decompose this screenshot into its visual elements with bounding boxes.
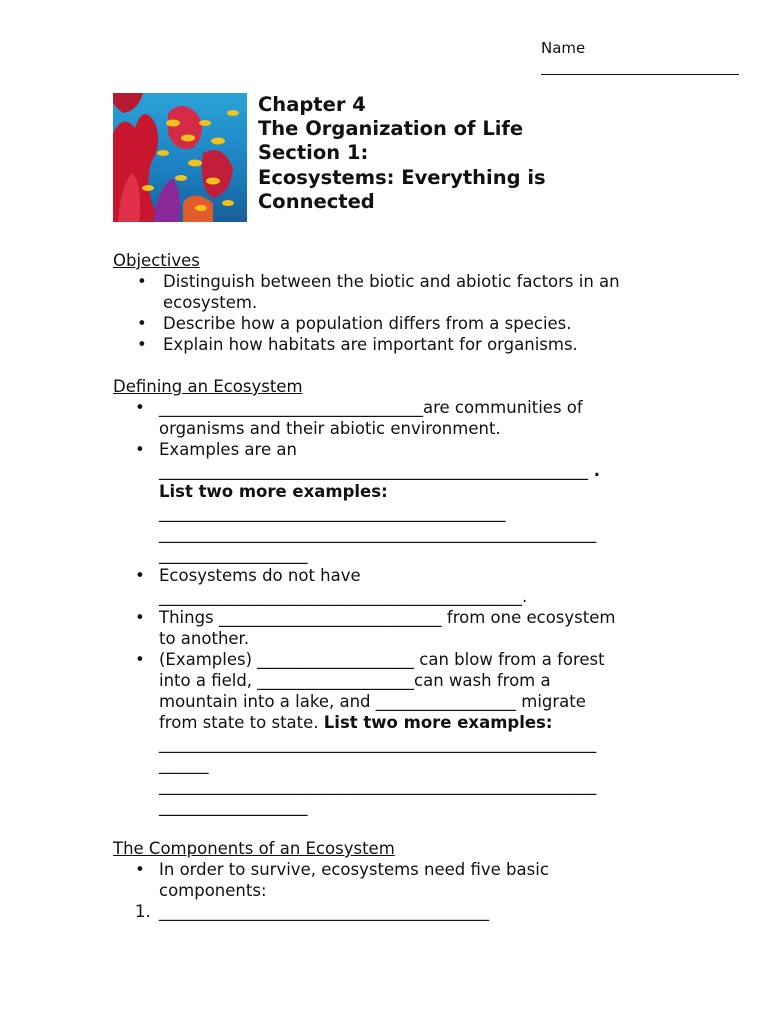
objective-item: • Distinguish between the biotic and abiotic factors in an ecosystem.: [137, 272, 620, 312]
defining-item: • (Examples) ___________________ can blow from a forest into a field, ___________________can wash from a mountain into a lake, and _________________ migrate from state to state. List two more examples: _____________________________________________________ ______ _____________________________________________________ __________________: [135, 650, 605, 816]
worksheet-content: [113, 250, 658, 922]
objective-item: • Describe how a population differs from a species.: [137, 314, 572, 333]
title-line-connected: Connected: [258, 189, 375, 213]
objective-item: • Explain how habitats are important for organisms.: [137, 335, 578, 354]
name-blank-line[interactable]: [541, 74, 739, 75]
objectives-list: [113, 271, 658, 355]
title-line-ecosystems: Ecosystems: Everything is: [258, 165, 546, 189]
title-line-organization: The Organization of Life: [258, 117, 524, 141]
bullet-icon: •: [135, 860, 145, 879]
defining-item: • Things ___________________________ from one ecosystem to another.: [135, 608, 616, 648]
bullet-icon: •: [135, 566, 145, 585]
bullet-icon: •: [135, 398, 145, 417]
objectives-heading: Objectives: [113, 251, 200, 270]
defining-item: • ________________________________are communities of organisms and their abiotic environment.: [135, 398, 583, 438]
bullet-icon: •: [135, 608, 145, 627]
bullet-icon: •: [135, 440, 145, 459]
defining-list: [113, 397, 658, 817]
defining-heading: Defining an Ecosystem: [113, 377, 303, 396]
title-line-chapter: Chapter 4: [258, 93, 366, 116]
title-line-section: Section 1:: [258, 141, 369, 165]
component-blank-1: 1. ________________________________________: [135, 902, 489, 921]
components-list: [113, 859, 658, 901]
components-numbered-list: [113, 901, 658, 922]
defining-item: • Ecosystems do not have ____________________________________________.: [135, 566, 528, 606]
components-item: • In order to survive, ecosystems need five basic components:: [135, 860, 549, 900]
name-label: Name: [541, 39, 586, 57]
coral-reef-image: [113, 93, 247, 222]
bullet-icon: •: [137, 272, 147, 291]
bullet-icon: •: [137, 335, 147, 354]
components-heading: The Components of an Ecosystem: [113, 839, 395, 858]
defining-item: • Examples are an ____________________________________________________ . List two more examples: __________________________________________ _____________________________________________________ __________________: [135, 440, 601, 564]
bullet-icon: •: [135, 650, 145, 669]
chapter-title: [258, 93, 546, 214]
bullet-icon: •: [137, 314, 147, 333]
name-field: [541, 38, 739, 75]
number-label: 1.: [135, 902, 151, 921]
